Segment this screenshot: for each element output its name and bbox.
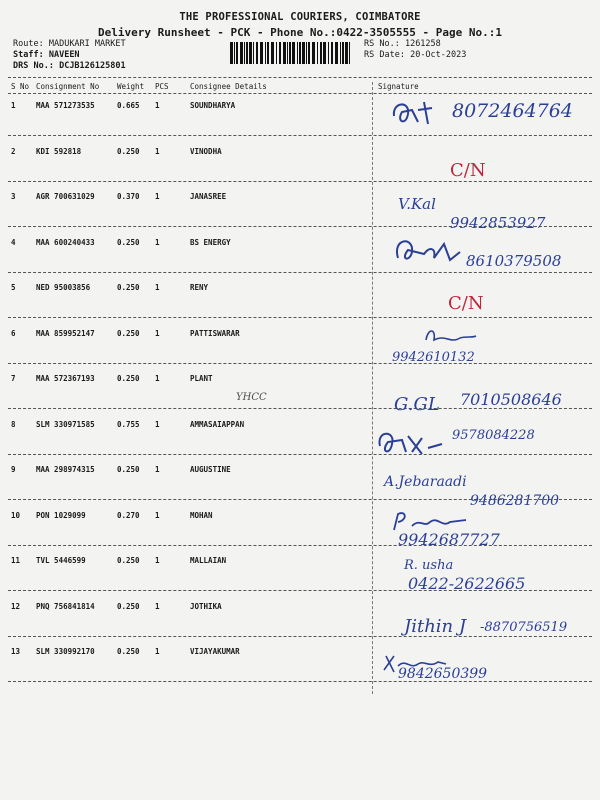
row-3-name: V.Kal	[398, 195, 436, 213]
row-3-phone: 9942853927	[450, 214, 546, 232]
row-sno: 5	[11, 283, 16, 292]
row-consignee: AUGUSTINE	[190, 465, 231, 474]
col-consignment-header: Consignment No	[36, 82, 100, 91]
row-2-cn-mark: C/N	[450, 160, 486, 181]
row-consignment-no: MAA 572367193	[36, 374, 95, 383]
row-11-phone: 0422-2622665	[408, 574, 526, 593]
row-pcs: 1	[155, 465, 160, 474]
row-sno: 1	[11, 101, 16, 110]
row-consignment-no: SLM 330992170	[36, 647, 95, 656]
row-divider	[8, 681, 592, 682]
staff-label: Staff:	[13, 50, 44, 60]
row-pcs: 1	[155, 510, 160, 520]
barcode	[230, 42, 354, 64]
row-7-signature: G.GL	[394, 394, 440, 415]
row-5-cn-mark: C/N	[448, 293, 484, 314]
row-7-phone: 7010508646	[460, 390, 562, 409]
row-weight: 0.270	[117, 510, 140, 520]
col-signature-header: Signature	[378, 82, 419, 91]
signature-scribble-8	[372, 426, 448, 458]
table-row	[0, 647, 600, 693]
row-sno: 8	[11, 419, 16, 429]
signature-scribble-4	[390, 232, 464, 268]
company-title: THE PROFESSIONAL COURIERS, COIMBATORE	[179, 11, 421, 23]
row-weight: 0.755	[117, 419, 140, 429]
row-consignment-no: PON 1029099	[36, 510, 86, 520]
row-divider	[8, 636, 592, 637]
row-consignee: SOUNDHARYA	[190, 101, 236, 110]
row-weight: 0.250	[117, 146, 140, 156]
row-consignment-no: PNQ 756841814	[36, 601, 95, 611]
rs-no-value: 1261258	[404, 39, 441, 49]
row-9-phone: 9486281700	[470, 493, 560, 509]
row-consignee: VIJAYAKUMAR	[190, 647, 240, 656]
row-pcs: 1	[155, 101, 160, 110]
row-pcs: 1	[155, 237, 160, 247]
table-row	[0, 329, 600, 375]
row-consignee: VINODHA	[190, 146, 222, 156]
row-sno: 7	[11, 374, 16, 383]
row-consignment-no: MAA 859952147	[36, 328, 95, 338]
row-sno: 2	[11, 146, 16, 156]
row-consignee: BS ENERGY	[190, 237, 231, 247]
row-weight: 0.250	[117, 283, 140, 292]
row-consignment-no: SLM 330971585	[36, 419, 95, 429]
row-sno: 4	[11, 237, 16, 247]
col-consignee-header: Consignee Details	[190, 82, 267, 91]
row-13-phone: 9842650399	[398, 666, 488, 682]
col-sno-header: S No	[11, 82, 30, 91]
row-pcs: 1	[155, 146, 160, 156]
row-pcs: 1	[155, 647, 160, 656]
row-weight: 0.250	[117, 601, 140, 611]
row-7-note: YHCC	[236, 392, 267, 403]
route-value: MADUKARI MARKET	[48, 39, 126, 49]
row-divider	[8, 272, 592, 273]
row-weight: 0.250	[117, 237, 140, 247]
row-sno: 12	[11, 601, 21, 611]
row-sno: 3	[11, 192, 16, 201]
header-divider-bottom	[8, 93, 592, 94]
row-weight: 0.250	[117, 465, 140, 474]
row-consignee: JANASREE	[190, 192, 227, 201]
row-divider	[8, 363, 592, 364]
row-12-phone: -8870756519	[480, 620, 568, 635]
header-divider-top	[8, 77, 592, 78]
row-pcs: 1	[155, 374, 160, 383]
row-weight: 0.370	[117, 192, 140, 201]
row-weight: 0.250	[117, 374, 140, 383]
row-consignee: PLANT	[190, 374, 213, 383]
row-pcs: 1	[155, 192, 160, 201]
row-divider	[8, 545, 592, 546]
row-pcs: 1	[155, 283, 160, 292]
col-pcs-header: PCS	[155, 82, 169, 91]
row-consignee: RENY	[190, 283, 209, 292]
drs-value: DCJB126125801	[59, 61, 126, 71]
table-row	[0, 511, 600, 557]
runsheet-meta-right	[364, 39, 466, 61]
runsheet-meta-left	[13, 39, 126, 72]
row-divider	[8, 181, 592, 182]
row-1-phone: 8072464764	[452, 100, 573, 122]
row-divider	[8, 454, 592, 455]
row-consignment-no: MAA 298974315	[36, 465, 95, 474]
row-9-name: A.Jebaraadi	[384, 474, 467, 490]
row-sno: 6	[11, 328, 16, 338]
row-pcs: 1	[155, 601, 160, 611]
table-row	[0, 147, 600, 193]
row-consignment-no: KDI 592818	[36, 146, 82, 156]
row-consignee: AMMASAIAPPAN	[190, 419, 245, 429]
row-divider	[8, 135, 592, 136]
row-pcs: 1	[155, 556, 160, 565]
rs-date-value: 20-Oct-2023	[410, 50, 467, 60]
row-8-phone: 9578084228	[452, 428, 535, 443]
staff-value: NAVEEN	[48, 50, 80, 60]
row-12-signature: Jithin J	[404, 616, 467, 637]
runsheet-title: Delivery Runsheet - PCK - Phone No.:0422-3505555 - Page No.:1	[98, 26, 502, 39]
row-pcs: 1	[155, 419, 160, 429]
row-consignment-no: NED 95003856	[36, 283, 91, 292]
row-consignee: MOHAN	[190, 510, 213, 520]
row-4-phone: 8610379508	[466, 252, 562, 270]
signature-scribble-6	[420, 326, 480, 348]
table-row	[0, 283, 600, 329]
row-11-name: R. usha	[404, 558, 454, 573]
row-weight: 0.665	[117, 101, 140, 110]
row-consignee: MALLAIAN	[190, 556, 227, 565]
row-weight: 0.250	[117, 647, 140, 656]
row-consignment-no: TVL 5446599	[36, 556, 86, 565]
rs-no-label: RS No.:	[364, 39, 400, 49]
row-6-phone: 9942610132	[392, 350, 475, 365]
col-weight-header: Weight	[117, 82, 145, 91]
row-sno: 13	[11, 647, 21, 656]
row-consignee: JOTHIKA	[190, 601, 222, 611]
row-weight: 0.250	[117, 556, 140, 565]
rs-date-label: RS Date:	[364, 50, 405, 60]
row-10-phone: 9942687727	[398, 530, 500, 549]
route-label: Route:	[13, 39, 44, 49]
row-consignment-no: MAA 600240433	[36, 237, 95, 247]
row-pcs: 1	[155, 328, 160, 338]
row-sno: 11	[11, 556, 21, 565]
row-sno: 9	[11, 465, 16, 474]
row-divider	[8, 317, 592, 318]
row-weight: 0.250	[117, 328, 140, 338]
row-consignment-no: AGR 700631029	[36, 192, 95, 201]
row-consignee: PATTISWARAR	[190, 328, 240, 338]
row-sno: 10	[11, 510, 21, 520]
row-consignment-no: MAA 571273535	[36, 101, 95, 110]
drs-label: DRS No.:	[13, 61, 54, 71]
signature-scribble-1	[388, 96, 448, 132]
